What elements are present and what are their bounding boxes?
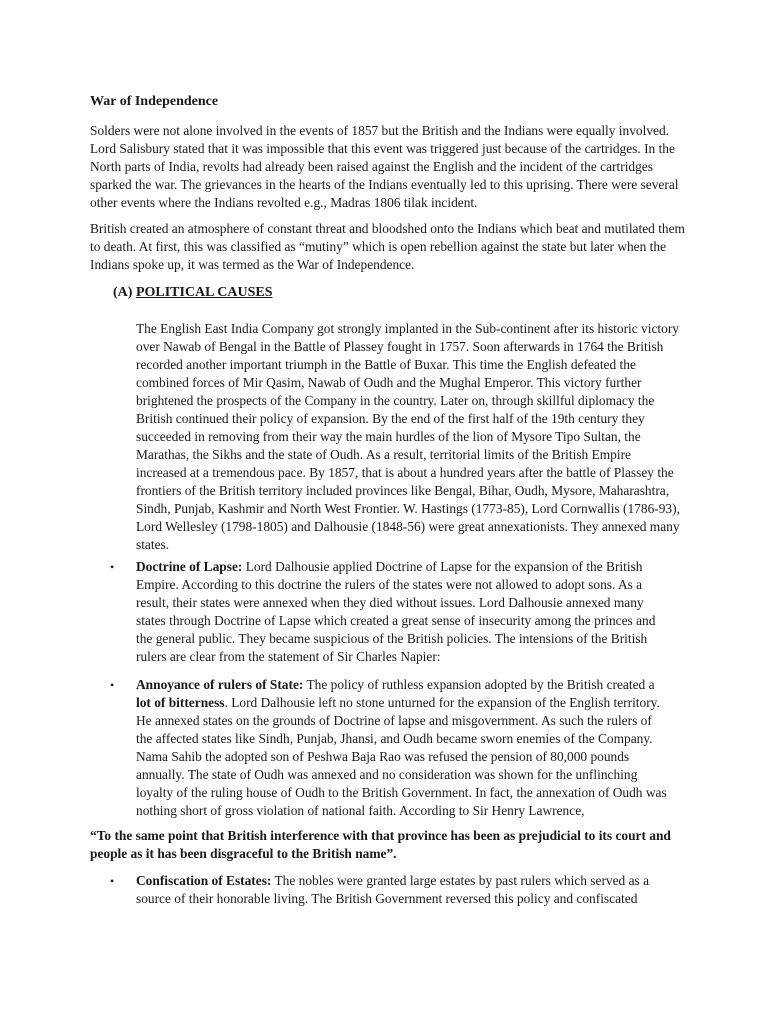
bullet-icon: •	[110, 560, 115, 574]
bullet-text: Lord Dalhousie applied Doctrine of Lapse for the expansion of the British Empire. According to this doctrine the rulers of the states were not allowed to adopt sons. As a result, their states were annexed when they died without issues. Lord Dalhousie annexed many states through Doctrine of Lapse which created a great sense of insecurity among the princes and the general public. They became suspicious of the British policies. The intensions of the British rulers are clear from the statement of Sir Charles Napier:	[136, 559, 656, 664]
bullet-emphasis: lot of bitterness	[136, 695, 225, 710]
section-prefix: (A)	[113, 285, 136, 300]
bullet-icon: •	[110, 678, 115, 692]
bullet-text: The policy of ruthless expansion adopted by the British created a	[303, 677, 655, 692]
section-title: POLITICAL CAUSES	[135, 285, 273, 300]
henry-lawrence-quote: “To the same point that British interference with that province has been as prejudicial to its court and people as it has been disgraceful to the British name”.	[90, 828, 671, 861]
section-heading-political-causes	[113, 285, 272, 301]
bullet-icon: •	[110, 874, 115, 888]
intro-paragraph-1: Solders were not alone involved in the events of 1857 but the British and the Indians were equally involved. Lord Salisbury stated that it was impossible that this event was triggered just because of the cartridges. In the North parts of India, revolts had already been raised against the English and the incident of the cartridges sparked the war. The grievances in the hearts of the Indians eventually led to this uprising. There were several other events where the Indians revolted e.g., Madras 1806 tilak incident.	[90, 123, 679, 210]
document-title: War of Independence	[90, 94, 219, 109]
list-item-annoyance-of-rulers	[110, 676, 671, 820]
intro-paragraph-2: British created an atmosphere of constant threat and bloodshed onto the Indians which beat and mutilated them to death. At first, this was classified as “mutiny” which is open rebellion against the state but later when the Indians spoke up, it was termed as the War of Independence.	[90, 221, 685, 272]
bullet-term: Confiscation of Estates:	[136, 873, 272, 888]
bullet-text-continued: . Lord Dalhousie left no stone unturned for the expansion of the English territory. He annexed states on the grounds of Doctrine of lapse and misgovernment. As such the rulers of the affected states like Sindh, Punjab, Jhansi, and Oudh became sworn enemies of the Company. Nama Sahib the adopted son of Peshwa Baja Rao was refused the pension of 80,000 pounds annually. The state of Oudh was annexed and no consideration was shown for the unflinching loyalty of the ruling house of Oudh to the British Government. In fact, the annexation of Oudh was nothing short of gross violation of national faith. According to Sir Henry Lawrence,	[136, 695, 667, 818]
political-causes-paragraph: The English East India Company got strongly implanted in the Sub-continent after its historic victory over Nawab of Bengal in the Battle of Plassey fought in 1757. Soon afterwards in 1764 the British recorded another important triumph in the Battle of Buxar. This time the English defeated the combined forces of Mir Qasim, Nawab of Oudh and the Mughal Emperor. This victory further brightened the prospects of the Company in the country. Later on, through skillful diplomacy the British continued their policy of expansion. By the end of the first half of the 19th century they succeeded in removing from their way the main hurdles of the lion of Mysore Tipo Sultan, the Marathas, the Sikhs and the state of Oudh. As a result, territorial limits of the British Empire increased at a tremendous pace. By 1857, that is about a hundred years after the battle of Plassey the frontiers of the British territory included provinces like Bengal, Bihar, Oudh, Mysore, Maharashtra, Sindh, Punjab, Kashmir and North West Frontier. W. Hastings (1773-85), Lord Cornwallis (1786-93), Lord Wellesley (1798-1805) and Dalhousie (1848-56) were great annexationists. They annexed many states.	[136, 321, 680, 552]
list-item-confiscation-of-estates	[110, 872, 671, 908]
bullet-term: Annoyance of rulers of State:	[136, 677, 304, 692]
list-item-doctrine-of-lapse	[110, 558, 671, 666]
bullet-text: The nobles were granted large estates by past rulers which served as a source of their honorable living. The British Government reversed this policy and confiscated	[136, 873, 650, 906]
bullet-term: Doctrine of Lapse:	[136, 559, 243, 574]
